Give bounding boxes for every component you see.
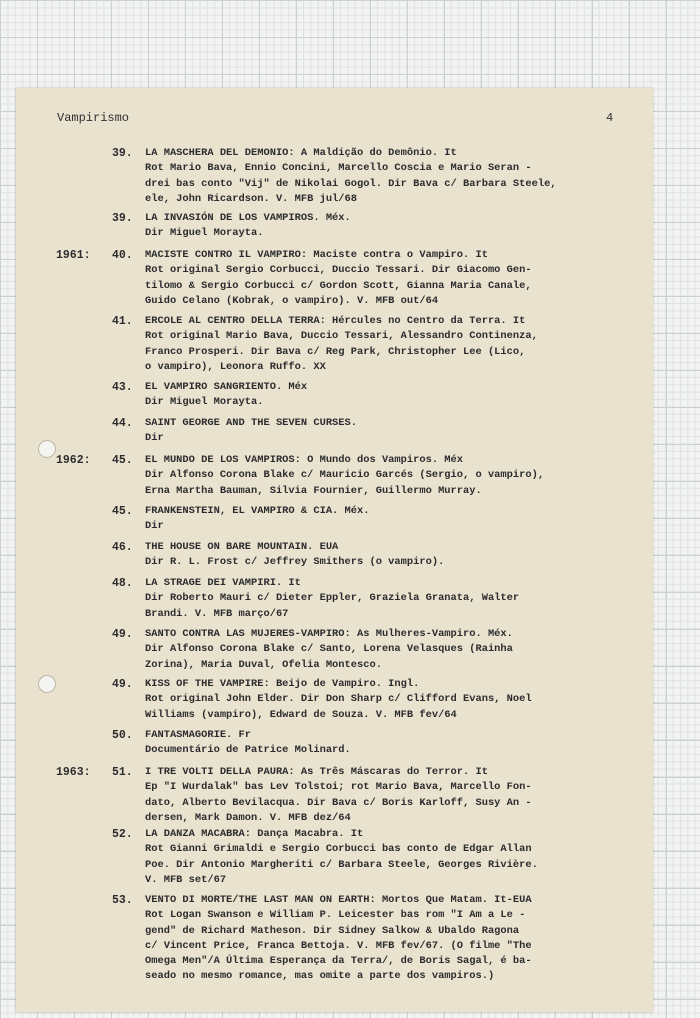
entry-line: Omega Men"/A Última Esperança da Terra/, de Boris Sagal, é ba- [145,955,532,968]
entry-number: 39. [112,212,133,225]
entry-number: 45. [112,454,133,467]
entry-number: 53. [112,894,133,907]
entry-line: ele, John Ricardson. V. MFB jul/68 [145,192,358,205]
entry-line: seado no mesmo romance, mas omite a parte dos vampiros.) [145,970,495,983]
entry-number: 43. [112,381,133,394]
entry-line: EL MUNDO DE LOS VAMPIROS: O Mundo dos Vampiros. Méx [145,454,464,466]
entry-text [145,504,635,535]
entry-line: Dir Roberto Mauri c/ Dieter Eppler, Graziela Granata, Walter [145,592,520,605]
entry-line: Rot Gianni Grimaldi e Sergio Corbucci bas conto de Edgar Allan [145,843,532,856]
entry-line: c/ Vincent Price, Franca Bettoja. V. MFB fev/67. (O filme "The [145,939,532,952]
entry-line: dersen, Mark Damon. V. MFB dez/64 [145,811,351,824]
entry-number: 40. [112,249,133,262]
entry-text [145,380,635,411]
entry-line: SAINT GEORGE AND THE SEVEN CURSES. [145,417,358,429]
entry-text [145,765,635,826]
entry-line: VENTO DI MORTE/THE LAST MAN ON EARTH: Mortos Que Matam. It-EUA [145,894,532,906]
entry-number: 50. [112,729,133,742]
entry-text [145,416,635,447]
entry-line: Dir Miguel Morayta. [145,227,264,240]
entry-number: 49. [112,678,133,691]
entry-line: Williams (vampiro), Edward de Souza. V. MFB fev/64 [145,708,457,721]
entry-text [145,211,635,242]
entry-line: Brandi. V. MFB março/67 [145,607,289,620]
entry-line: Ep "I Wurdalak" bas Lev Tolstoi; rot Mario Bava, Marcello Fon- [145,781,532,794]
entry-line: drei bas conto "Vij" de Nikolai Gogol. Dir Bava c/ Barbara Steele, [145,177,557,190]
entry-line: Erna Martha Bauman, Silvia Fournier, Guillermo Murray. [145,484,482,497]
entry-number: 49. [112,628,133,641]
entry-number: 45. [112,505,133,518]
entry-text [145,540,635,571]
entry-line: Rot Mario Bava, Ennio Concini, Marcello Coscia e Mario Seran - [145,162,532,175]
entry-line: LA DANZA MACABRA: Dança Macabra. It [145,828,364,840]
entry-line: LA MASCHERA DEL DEMONIO: A Maldição do Demônio. It [145,147,457,159]
entry-text [145,893,635,985]
entry-line: I TRE VOLTI DELLA PAURA: As Três Máscaras do Terror. It [145,766,488,778]
entry-line: Dir [145,520,164,533]
entry-year: 1962: [56,454,91,467]
entry-year: 1961: [56,249,91,262]
entry-line: Dir Alfonso Corona Blake c/ Santo, Lorena Velasques (Rainha [145,643,513,656]
entry-line: THE HOUSE ON BARE MOUNTAIN. EUA [145,541,339,553]
entry-line: Dir Miguel Morayta. [145,396,264,409]
entry-text [145,677,635,723]
entry-line: Dir Alfonso Corona Blake c/ Mauricio Garcés (Sergio, o vampiro), [145,469,545,482]
entry-number: 41. [112,315,133,328]
entry-line: Franco Prosperi. Dir Bava c/ Reg Park, Christopher Lee (Lico, [145,345,526,358]
entry-line: Poe. Dir Antonio Margheriti c/ Barbara Steele, Georges Rivière. [145,858,538,871]
punch-hole [38,440,56,458]
punch-hole [38,675,56,693]
entry-line: Documentário de Patrice Molinard. [145,744,351,757]
page-header-title: Vampirismo [57,111,130,125]
entry-text [145,146,635,207]
entry-line: ERCOLE AL CENTRO DELLA TERRA: Hércules no Centro da Terra. It [145,315,526,327]
entry-number: 51. [112,766,133,779]
page-number: 4 [606,111,614,125]
entry-line: dato, Alberto Bevilacqua. Dir Bava c/ Boris Karloff, Susy An - [145,796,532,809]
entry-line: Zorina), Maria Duval, Ofelia Montesco. [145,658,382,671]
entry-line: Rot Logan Swanson e William P. Leicester bas rom "I Am a Le - [145,909,526,922]
entry-line: tilomo & Sergio Corbucci c/ Gordon Scott, Gianna Maria Canale, [145,279,532,292]
entry-number: 44. [112,417,133,430]
entry-number: 46. [112,541,133,554]
entry-text [145,576,635,622]
entry-line: EL VAMPIRO SANGRIENTO. Méx [145,381,308,393]
entry-line: LA STRAGE DEI VAMPIRI. It [145,577,301,589]
entry-line: Dir R. L. Frost c/ Jeffrey Smithers (o vampiro). [145,556,445,569]
entry-line: V. MFB set/67 [145,873,227,886]
entry-number: 52. [112,828,133,841]
entry-number: 48. [112,577,133,590]
entry-line: MACISTE CONTRO IL VAMPIRO: Maciste contra o Vampiro. It [145,249,488,261]
entry-number: 39. [112,147,133,160]
entry-line: FRANKENSTEIN, EL VAMPIRO & CIA. Méx. [145,505,370,517]
entry-line: gend" de Richard Matheson. Dir Sidney Salkow & Ubaldo Ragona [145,924,520,937]
entry-line: Guido Celano (Kobrak, o vampiro). V. MFB out/64 [145,294,439,307]
entry-line: LA INVASIÓN DE LOS VAMPIROS. Méx. [145,212,351,224]
entry-text [145,314,635,375]
entry-text [145,827,635,888]
entry-text [145,627,635,673]
entry-line: o vampiro), Leonora Ruffo. XX [145,360,326,373]
entry-line: Dir [145,432,164,445]
entry-line: Rot original Sergio Corbucci, Duccio Tessari. Dir Giacomo Gen- [145,264,532,277]
entry-text [145,453,635,499]
entry-text [145,248,635,309]
entry-line: Rot original Mario Bava, Duccio Tessari, Alessandro Continenza, [145,330,538,343]
entry-line: KISS OF THE VAMPIRE: Beijo de Vampiro. Ingl. [145,678,420,690]
entry-year: 1963: [56,766,91,779]
entry-line: FANTASMAGORIE. Fr [145,729,252,741]
entry-line: Rot original John Elder. Dir Don Sharp c/ Clifford Evans, Noel [145,693,532,706]
entry-text [145,728,635,759]
entry-line: SANTO CONTRA LAS MUJERES-VAMPIRO: As Mulheres-Vampiro. Méx. [145,628,513,640]
